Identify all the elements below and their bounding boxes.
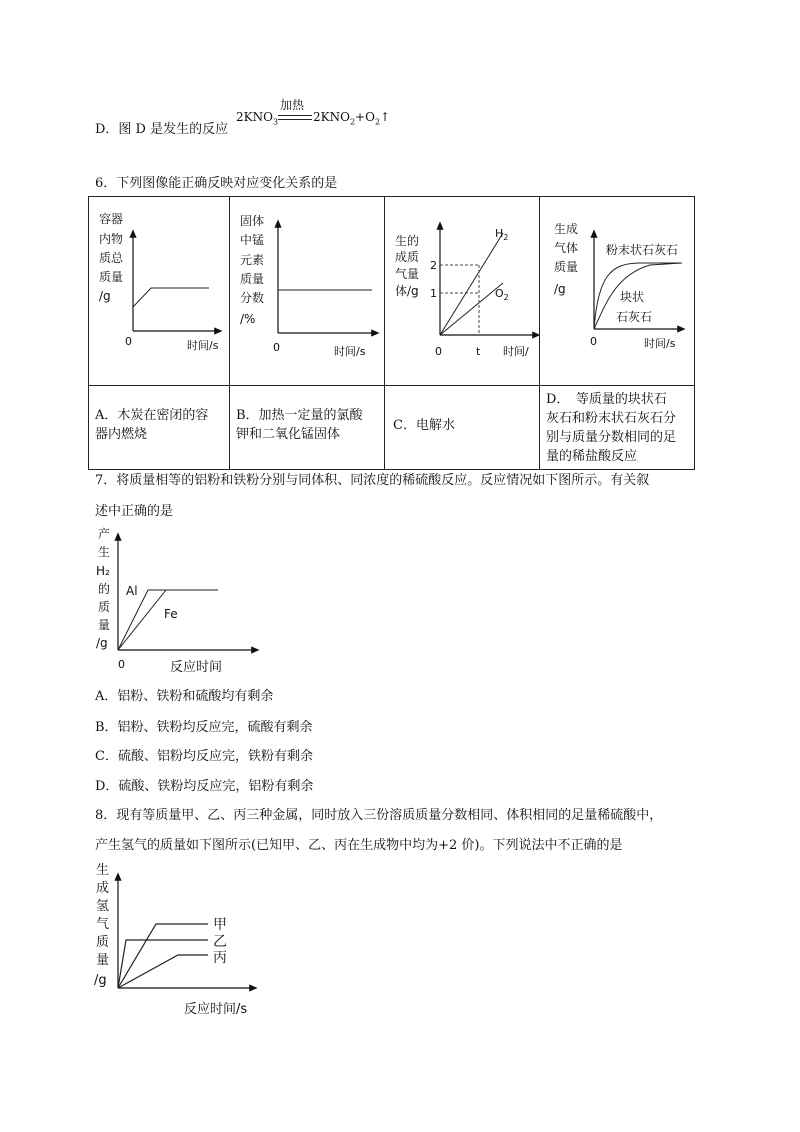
q7-series-al: Al [126, 584, 138, 598]
origin-c: 0 [435, 345, 442, 358]
graph-d [540, 197, 694, 381]
origin-a: 0 [125, 335, 132, 348]
graph-cell-b [230, 197, 385, 386]
option-cell-b [230, 386, 385, 470]
q8-y-label-6: 量 [96, 953, 110, 968]
gas-arrow-icon: ↑ [380, 110, 391, 124]
y-label-a-1: 容器 [99, 212, 124, 226]
series-label-o2: $O_2$ [495, 287, 509, 302]
label-powder: 粉末状石灰石 [606, 243, 679, 257]
q5-option-d [95, 96, 415, 136]
option-a-line-2: 器内燃烧 [95, 427, 148, 442]
q8-stem-line-1: 8．现有等质量甲、乙、丙三种金属，同时放入三份溶质质量分数相同、体积相同的足量稀硫酸中， [95, 808, 663, 823]
y-label-b-2: 中锰 [240, 233, 265, 247]
option-d-line-4: 量的稀盐酸反应 [546, 449, 638, 464]
q7-y-label-7: /g [96, 636, 108, 650]
q7-origin: 0 [118, 658, 125, 671]
equation-condition: 加热 [280, 98, 305, 112]
q8-y-label-7: /g [94, 973, 107, 988]
equation-left: $2KNO_3$ [236, 110, 279, 127]
y-label-b-1: 固体 [240, 214, 265, 228]
tick-1: 1 [430, 287, 437, 300]
y-label-a-4: 质量 [99, 270, 124, 284]
option-d-line-3: 别与质量分数相同的足 [546, 430, 677, 445]
y-label-d-4: /g [554, 282, 566, 296]
y-label-c-1: 生的 [395, 234, 420, 248]
equation-right: $2KNO_2+O_2↑$ [313, 110, 391, 127]
graph-cell-c [385, 197, 540, 386]
y-label-c-3: 气量 [395, 267, 420, 281]
y-label-a-2: 内物 [99, 232, 124, 246]
y-label-c-4: 体/g [395, 284, 419, 298]
q7-series-fe: Fe [164, 607, 178, 621]
q7-y-label-6: 量 [98, 618, 111, 632]
option-d-line-2: 灰石和粉末状石灰石分 [546, 411, 677, 426]
option-b-line-1: B．加热一定量的氯酸 [236, 408, 363, 423]
q8-y-label-2: 成 [96, 881, 110, 896]
label-lump-1: 块状 [620, 290, 645, 304]
line-o2 [440, 283, 503, 335]
y-label-a-3: 质总 [99, 251, 124, 265]
y-label-b-5: 分数 [240, 291, 265, 305]
q7-y-label-5: 质 [98, 600, 111, 614]
series-label-h2: $H_2$ [495, 227, 509, 242]
option-a-line-1: A．木炭在密闭的容 [95, 408, 209, 423]
line-h2 [440, 233, 503, 335]
y-label-a-5: /g [99, 289, 111, 303]
x-label-b: 时间/s [334, 345, 366, 358]
y-label-d-1: 生成 [554, 222, 579, 236]
label-lump-2: 石灰石 [616, 310, 653, 324]
origin-b: 0 [273, 341, 280, 354]
q7-y-label-3: H₂ [96, 564, 110, 578]
q8-stem-line-2: 产生氢气的质量如下图所示(已知甲、乙、丙在生成物中均为+2 价)。下列说法中不正确的是 [95, 838, 623, 853]
q7-y-label-1: 产 [98, 527, 111, 541]
option-cell-c [385, 386, 540, 470]
y-label-b-6: /% [240, 312, 256, 326]
q8-y-label-5: 质 [96, 935, 110, 950]
graph-c [385, 197, 539, 381]
q7-stem-line-1: 7．将质量相等的铝粉和铁粉分别与同体积、同浓度的稀硫酸反应。反应情况如下图所示。有关叙 [95, 473, 650, 488]
q5-option-label: D．图 D 是发生的反应 [95, 122, 229, 137]
q7-option-c: C．硫酸、铝粉均反应完，铁粉有剩余 [95, 749, 313, 764]
option-c-line-1: C．电解水 [393, 418, 455, 433]
q7-stem-line-2: 述中正确的是 [95, 504, 174, 519]
q8-graph [92, 858, 272, 1020]
option-cell-d [540, 386, 695, 470]
q8-curve-jia [118, 924, 208, 988]
graph-a [89, 197, 229, 381]
q7-y-label-2: 生 [98, 545, 111, 559]
graph-b [230, 197, 384, 381]
y-label-b-4: 质量 [240, 272, 265, 286]
q8-series-yi: 乙 [213, 934, 227, 950]
x-label-c: 时间/ [503, 345, 529, 358]
graph-cell-a [89, 197, 230, 386]
q7-x-label: 反应时间 [170, 660, 223, 675]
q7-y-label-4: 的 [98, 582, 111, 596]
y-label-c-2: 成质 [395, 250, 420, 264]
tick-2: 2 [430, 259, 437, 272]
x-label-d: 时间/s [644, 337, 676, 350]
q8-x-label: 反应时间/s [184, 1002, 248, 1017]
x-label-a: 时间/s [187, 339, 219, 352]
option-cell-a [89, 386, 230, 470]
y-label-b-3: 元素 [240, 253, 265, 267]
y-label-d-3: 质量 [554, 260, 579, 274]
option-b-line-2: 钾和二氧化锰固体 [236, 427, 341, 442]
graph-cell-d [540, 197, 695, 386]
q6-stem: 6．下列图像能正确反映对应变化关系的是 [95, 176, 338, 191]
q7-graph [92, 526, 262, 676]
option-d-line-1: D． 等质量的块状石 [546, 392, 667, 407]
q8-y-label-3: 氢 [96, 899, 110, 914]
curve-a [133, 288, 209, 307]
equation-double-line [278, 115, 312, 120]
y-label-d-2: 气体 [554, 241, 579, 255]
q7-option-b: B．铝粉、铁粉均反应完，硫酸有剩余 [95, 720, 313, 735]
q8-y-label-1: 生 [96, 863, 110, 878]
origin-d: 0 [590, 335, 597, 348]
q8-series-jia: 甲 [213, 917, 227, 933]
q7-option-d: D．硫酸、铁粉均反应完，铝粉有剩余 [95, 779, 314, 794]
q8-series-bing: 丙 [213, 950, 227, 966]
q7-option-a: A．铝粉、铁粉和硫酸均有剩余 [95, 689, 274, 704]
q8-curve-bing [118, 955, 208, 988]
q8-y-label-4: 气 [96, 917, 110, 932]
tick-t: t [476, 345, 481, 358]
q7-curve-fe [118, 590, 166, 650]
q6-options-table [88, 196, 695, 470]
